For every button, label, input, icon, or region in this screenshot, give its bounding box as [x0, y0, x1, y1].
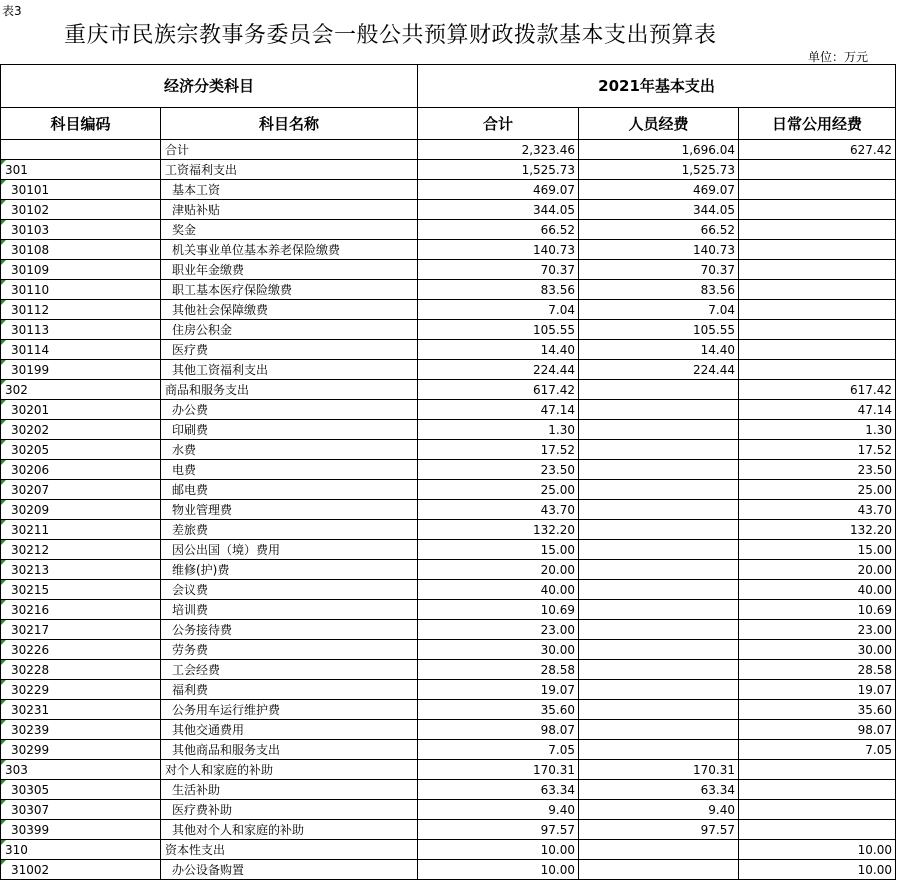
personnel-cell: 105.55 [579, 320, 739, 340]
public-cell: 40.00 [739, 580, 896, 600]
public-cell: 617.42 [739, 380, 896, 400]
personnel-cell [579, 440, 739, 460]
code-cell: 30307 [1, 800, 161, 820]
table-row [1, 580, 896, 600]
public-cell [739, 160, 896, 180]
name-cell: 其他工资福利支出 [161, 360, 418, 380]
table-row [1, 660, 896, 680]
table-row [1, 600, 896, 620]
header-row-1 [1, 65, 896, 108]
total-cell: 17.52 [418, 440, 579, 460]
page-title: 重庆市民族宗教事务委员会一般公共预算财政拨款基本支出预算表 [64, 23, 717, 48]
personnel-header: 人员经费 [579, 108, 739, 140]
public-cell [739, 360, 896, 380]
total-cell: 19.07 [418, 680, 579, 700]
table-row [1, 440, 896, 460]
public-cell [739, 780, 896, 800]
total-cell: 10.69 [418, 600, 579, 620]
total-cell: 43.70 [418, 500, 579, 520]
code-cell: 30211 [1, 520, 161, 540]
personnel-cell: 469.07 [579, 180, 739, 200]
code-cell: 30213 [1, 560, 161, 580]
personnel-cell [579, 400, 739, 420]
name-cell: 对个人和家庭的补助 [161, 760, 418, 780]
personnel-cell: 344.05 [579, 200, 739, 220]
total-cell: 23.50 [418, 460, 579, 480]
public-cell [739, 260, 896, 280]
public-cell [739, 820, 896, 840]
table-row [1, 180, 896, 200]
code-cell: 30102 [1, 200, 161, 220]
table-row [1, 220, 896, 240]
name-cell: 其他对个人和家庭的补助 [161, 820, 418, 840]
total-cell: 98.07 [418, 720, 579, 740]
table-row [1, 720, 896, 740]
table-row [1, 280, 896, 300]
code-cell: 30212 [1, 540, 161, 560]
personnel-cell [579, 720, 739, 740]
personnel-cell [579, 860, 739, 880]
name-cell: 医疗费补助 [161, 800, 418, 820]
name-cell: 商品和服务支出 [161, 380, 418, 400]
table-row [1, 820, 896, 840]
public-cell: 627.42 [739, 140, 896, 160]
code-cell: 30231 [1, 700, 161, 720]
public-cell: 43.70 [739, 500, 896, 520]
code-cell: 30103 [1, 220, 161, 240]
code-cell: 30112 [1, 300, 161, 320]
personnel-cell: 1,525.73 [579, 160, 739, 180]
name-header: 科目名称 [161, 108, 418, 140]
public-cell [739, 220, 896, 240]
public-cell: 10.69 [739, 600, 896, 620]
total-cell: 23.00 [418, 620, 579, 640]
table-tag: 表3 [2, 4, 22, 18]
personnel-cell [579, 500, 739, 520]
public-cell: 47.14 [739, 400, 896, 420]
code-cell [1, 140, 161, 160]
public-cell: 98.07 [739, 720, 896, 740]
personnel-cell: 70.37 [579, 260, 739, 280]
name-cell: 职工基本医疗保险缴费 [161, 280, 418, 300]
public-cell [739, 200, 896, 220]
table-row [1, 240, 896, 260]
personnel-cell: 1,696.04 [579, 140, 739, 160]
name-cell: 医疗费 [161, 340, 418, 360]
personnel-cell: 63.34 [579, 780, 739, 800]
public-cell: 132.20 [739, 520, 896, 540]
total-cell: 10.00 [418, 840, 579, 860]
public-cell [739, 760, 896, 780]
name-cell: 水费 [161, 440, 418, 460]
total-cell: 1,525.73 [418, 160, 579, 180]
table-row [1, 520, 896, 540]
personnel-cell [579, 680, 739, 700]
total-cell: 469.07 [418, 180, 579, 200]
public-cell: 19.07 [739, 680, 896, 700]
public-cell [739, 800, 896, 820]
name-cell: 劳务费 [161, 640, 418, 660]
code-cell: 30206 [1, 460, 161, 480]
total-cell: 35.60 [418, 700, 579, 720]
name-cell: 公务接待费 [161, 620, 418, 640]
personnel-cell [579, 420, 739, 440]
name-cell: 机关事业单位基本养老保险缴费 [161, 240, 418, 260]
code-cell: 303 [1, 760, 161, 780]
table-row [1, 420, 896, 440]
code-cell: 30201 [1, 400, 161, 420]
personnel-cell [579, 580, 739, 600]
total-cell: 28.58 [418, 660, 579, 680]
total-cell: 617.42 [418, 380, 579, 400]
name-cell: 生活补助 [161, 780, 418, 800]
table-row [1, 300, 896, 320]
total-cell: 15.00 [418, 540, 579, 560]
code-cell: 31002 [1, 860, 161, 880]
name-cell: 维修(护)费 [161, 560, 418, 580]
total-cell: 14.40 [418, 340, 579, 360]
table-row [1, 500, 896, 520]
public-cell [739, 280, 896, 300]
public-cell [739, 180, 896, 200]
table-row [1, 460, 896, 480]
code-cell: 30113 [1, 320, 161, 340]
name-cell: 其他商品和服务支出 [161, 740, 418, 760]
personnel-cell: 83.56 [579, 280, 739, 300]
total-cell: 1.30 [418, 420, 579, 440]
public-cell: 35.60 [739, 700, 896, 720]
code-cell: 30399 [1, 820, 161, 840]
table-row [1, 640, 896, 660]
public-cell [739, 240, 896, 260]
table-row [1, 540, 896, 560]
unit-label: 单位：万元 [807, 50, 868, 64]
public-cell [739, 340, 896, 360]
code-cell: 30205 [1, 440, 161, 460]
name-cell: 奖金 [161, 220, 418, 240]
code-cell: 30101 [1, 180, 161, 200]
personnel-cell [579, 540, 739, 560]
table-row [1, 320, 896, 340]
public-cell: 7.05 [739, 740, 896, 760]
name-cell: 津贴补贴 [161, 200, 418, 220]
name-cell: 合计 [161, 140, 418, 160]
name-cell: 电费 [161, 460, 418, 480]
code-cell: 30110 [1, 280, 161, 300]
total-cell: 132.20 [418, 520, 579, 540]
name-cell: 其他社会保障缴费 [161, 300, 418, 320]
code-cell: 30216 [1, 600, 161, 620]
code-cell: 310 [1, 840, 161, 860]
personnel-cell [579, 740, 739, 760]
total-header: 合计 [418, 108, 579, 140]
name-cell: 物业管理费 [161, 500, 418, 520]
public-cell: 30.00 [739, 640, 896, 660]
total-cell: 140.73 [418, 240, 579, 260]
total-cell: 7.05 [418, 740, 579, 760]
personnel-cell [579, 700, 739, 720]
public-cell: 28.58 [739, 660, 896, 680]
public-cell [739, 320, 896, 340]
table-row [1, 560, 896, 580]
econ-class-header: 经济分类科目 [1, 65, 418, 108]
code-cell: 30228 [1, 660, 161, 680]
table-row [1, 620, 896, 640]
code-cell: 301 [1, 160, 161, 180]
name-cell: 工资福利支出 [161, 160, 418, 180]
personnel-cell [579, 380, 739, 400]
total-cell: 7.04 [418, 300, 579, 320]
personnel-cell [579, 480, 739, 500]
personnel-cell: 66.52 [579, 220, 739, 240]
public-cell [739, 300, 896, 320]
personnel-cell [579, 600, 739, 620]
table-row [1, 200, 896, 220]
total-cell: 170.31 [418, 760, 579, 780]
total-cell: 105.55 [418, 320, 579, 340]
code-cell: 30229 [1, 680, 161, 700]
name-cell: 办公费 [161, 400, 418, 420]
personnel-cell: 140.73 [579, 240, 739, 260]
public-cell: 17.52 [739, 440, 896, 460]
budget-table [0, 64, 896, 880]
public-header: 日常公用经费 [739, 108, 896, 140]
name-cell: 其他交通费用 [161, 720, 418, 740]
name-cell: 基本工资 [161, 180, 418, 200]
personnel-cell [579, 640, 739, 660]
header-row-2 [1, 108, 896, 140]
name-cell: 福利费 [161, 680, 418, 700]
code-header: 科目编码 [1, 108, 161, 140]
name-cell: 公务用车运行维护费 [161, 700, 418, 720]
table-row [1, 840, 896, 860]
name-cell: 办公设备购置 [161, 860, 418, 880]
table-row [1, 140, 896, 160]
total-cell: 70.37 [418, 260, 579, 280]
table-row [1, 780, 896, 800]
name-cell: 因公出国（境）费用 [161, 540, 418, 560]
public-cell: 20.00 [739, 560, 896, 580]
table-row [1, 400, 896, 420]
total-cell: 20.00 [418, 560, 579, 580]
table-row [1, 160, 896, 180]
personnel-cell [579, 660, 739, 680]
total-cell: 97.57 [418, 820, 579, 840]
name-cell: 职业年金缴费 [161, 260, 418, 280]
code-cell: 30202 [1, 420, 161, 440]
public-cell: 23.00 [739, 620, 896, 640]
name-cell: 住房公积金 [161, 320, 418, 340]
name-cell: 邮电费 [161, 480, 418, 500]
personnel-cell: 170.31 [579, 760, 739, 780]
personnel-cell [579, 840, 739, 860]
total-cell: 2,323.46 [418, 140, 579, 160]
code-cell: 30114 [1, 340, 161, 360]
personnel-cell [579, 560, 739, 580]
table-row [1, 680, 896, 700]
table-row [1, 800, 896, 820]
code-cell: 30209 [1, 500, 161, 520]
code-cell: 30109 [1, 260, 161, 280]
total-cell: 63.34 [418, 780, 579, 800]
table-row [1, 480, 896, 500]
personnel-cell: 9.40 [579, 800, 739, 820]
personnel-cell: 97.57 [579, 820, 739, 840]
code-cell: 30108 [1, 240, 161, 260]
public-cell: 1.30 [739, 420, 896, 440]
code-cell: 30226 [1, 640, 161, 660]
table-row [1, 340, 896, 360]
table-row [1, 860, 896, 880]
code-cell: 30239 [1, 720, 161, 740]
table-row [1, 260, 896, 280]
public-cell: 10.00 [739, 860, 896, 880]
total-cell: 10.00 [418, 860, 579, 880]
public-cell: 10.00 [739, 840, 896, 860]
personnel-cell [579, 520, 739, 540]
public-cell: 25.00 [739, 480, 896, 500]
table-row [1, 360, 896, 380]
table-row [1, 380, 896, 400]
name-cell: 培训费 [161, 600, 418, 620]
name-cell: 工会经费 [161, 660, 418, 680]
total-cell: 224.44 [418, 360, 579, 380]
total-cell: 83.56 [418, 280, 579, 300]
total-cell: 25.00 [418, 480, 579, 500]
year-basic-header: 2021年基本支出 [418, 65, 896, 108]
name-cell: 印刷费 [161, 420, 418, 440]
total-cell: 47.14 [418, 400, 579, 420]
personnel-cell [579, 620, 739, 640]
total-cell: 344.05 [418, 200, 579, 220]
code-cell: 30217 [1, 620, 161, 640]
code-cell: 302 [1, 380, 161, 400]
code-cell: 30207 [1, 480, 161, 500]
total-cell: 30.00 [418, 640, 579, 660]
table-row [1, 700, 896, 720]
name-cell: 资本性支出 [161, 840, 418, 860]
personnel-cell [579, 460, 739, 480]
code-cell: 30199 [1, 360, 161, 380]
total-cell: 66.52 [418, 220, 579, 240]
code-cell: 30215 [1, 580, 161, 600]
personnel-cell: 224.44 [579, 360, 739, 380]
public-cell: 15.00 [739, 540, 896, 560]
code-cell: 30299 [1, 740, 161, 760]
name-cell: 会议费 [161, 580, 418, 600]
name-cell: 差旅费 [161, 520, 418, 540]
personnel-cell: 14.40 [579, 340, 739, 360]
table-row [1, 760, 896, 780]
total-cell: 40.00 [418, 580, 579, 600]
personnel-cell: 7.04 [579, 300, 739, 320]
code-cell: 30305 [1, 780, 161, 800]
total-cell: 9.40 [418, 800, 579, 820]
table-row [1, 740, 896, 760]
public-cell: 23.50 [739, 460, 896, 480]
